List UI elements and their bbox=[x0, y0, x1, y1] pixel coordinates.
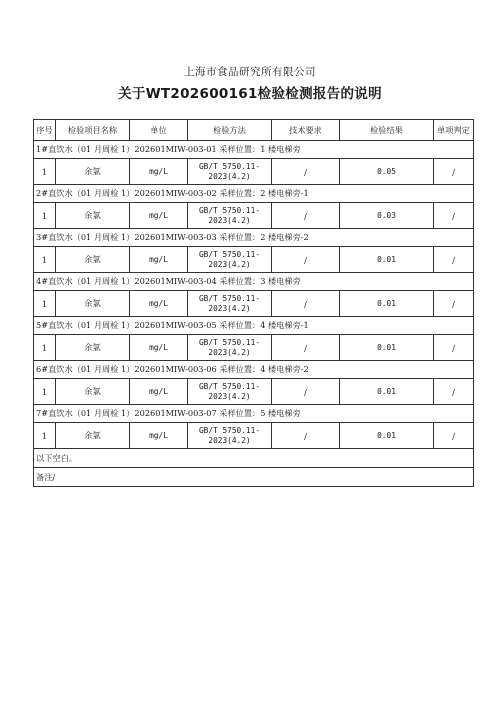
cell-result: 0.01 bbox=[340, 379, 434, 405]
cell-unit: mg/L bbox=[130, 423, 188, 449]
method-line-1: GB/T 5750.11- bbox=[198, 425, 261, 435]
method-line-1: GB/T 5750.11- bbox=[198, 161, 261, 171]
sample-group-title: 5#直饮水（01 月周检 1）202601MIW-003-05 采样位置：4 楼电梯旁-1 bbox=[34, 317, 474, 335]
sample-group-row bbox=[34, 141, 474, 159]
cell-result: 0.01 bbox=[340, 335, 434, 361]
table-row bbox=[34, 379, 474, 405]
cell-requirement: / bbox=[272, 159, 340, 185]
cell-unit: mg/L bbox=[130, 335, 188, 361]
cell-judgement: / bbox=[434, 379, 474, 405]
cell-requirement: / bbox=[272, 247, 340, 273]
sample-group-row bbox=[34, 273, 474, 291]
sample-group-title: 3#直饮水（01 月周检 1）202601MIW-003-03 采样位置：2 楼电梯旁-2 bbox=[34, 229, 474, 247]
cell-item: 余氯 bbox=[56, 379, 130, 405]
cell-method bbox=[188, 335, 272, 361]
method-line-2: 2023(4.2) bbox=[208, 259, 251, 269]
cell-requirement: / bbox=[272, 379, 340, 405]
method-line-2: 2023(4.2) bbox=[208, 303, 251, 313]
sample-group-title: 4#直饮水（01 月周检 1）202601MIW-003-04 采样位置：3 楼电梯旁 bbox=[34, 273, 474, 291]
sample-group-row bbox=[34, 361, 474, 379]
method-line-1: GB/T 5750.11- bbox=[198, 293, 261, 303]
cell-method bbox=[188, 291, 272, 317]
blank-note: 以下空白。 bbox=[34, 449, 474, 468]
header-unit: 单位 bbox=[130, 120, 188, 141]
cell-judgement: / bbox=[434, 335, 474, 361]
header-seq: 序号 bbox=[34, 120, 56, 141]
method-line-1: GB/T 5750.11- bbox=[198, 337, 261, 347]
table-row bbox=[34, 247, 474, 273]
cell-requirement: / bbox=[272, 291, 340, 317]
remarks-row bbox=[34, 468, 474, 487]
remarks-cell bbox=[34, 468, 474, 487]
cell-judgement: / bbox=[434, 203, 474, 229]
header-item: 检验项目名称 bbox=[56, 120, 130, 141]
method-line-2: 2023(4.2) bbox=[208, 391, 251, 401]
remarks-label: 备注 bbox=[36, 471, 53, 482]
organization-name: 上海市食品研究所有限公司 bbox=[184, 66, 316, 78]
cell-item: 余氯 bbox=[56, 247, 130, 273]
sample-group-title: 6#直饮水（01 月周检 1）202601MIW-003-06 采样位置：4 楼电梯旁-2 bbox=[34, 361, 474, 379]
cell-item: 余氯 bbox=[56, 423, 130, 449]
method-line-2: 2023(4.2) bbox=[208, 435, 251, 445]
cell-method bbox=[188, 247, 272, 273]
table-row bbox=[34, 159, 474, 185]
cell-item: 余氯 bbox=[56, 291, 130, 317]
header-method: 检验方法 bbox=[188, 120, 272, 141]
table-row bbox=[34, 335, 474, 361]
cell-result: 0.01 bbox=[340, 247, 434, 273]
blank-note-row bbox=[34, 449, 474, 468]
cell-method bbox=[188, 159, 272, 185]
sample-group-row bbox=[34, 317, 474, 335]
sample-group-title: 2#直饮水（01 月周检 1）202601MIW-003-02 采样位置：2 楼电梯旁-1 bbox=[34, 185, 474, 203]
method-line-1: GB/T 5750.11- bbox=[198, 205, 261, 215]
cell-method bbox=[188, 423, 272, 449]
cell-unit: mg/L bbox=[130, 203, 188, 229]
sample-group-row bbox=[34, 229, 474, 247]
cell-item: 余氯 bbox=[56, 159, 130, 185]
cell-seq: 1 bbox=[34, 423, 56, 449]
method-line-2: 2023(4.2) bbox=[208, 171, 251, 181]
cell-seq: 1 bbox=[34, 247, 56, 273]
cell-seq: 1 bbox=[34, 379, 56, 405]
method-line-1: GB/T 5750.11- bbox=[198, 381, 261, 391]
cell-requirement: / bbox=[272, 423, 340, 449]
cell-seq: 1 bbox=[34, 159, 56, 185]
cell-unit: mg/L bbox=[130, 247, 188, 273]
table-row bbox=[34, 291, 474, 317]
table-row bbox=[34, 203, 474, 229]
cell-requirement: / bbox=[272, 335, 340, 361]
header-requirement: 技术要求 bbox=[272, 120, 340, 141]
method-line-2: 2023(4.2) bbox=[208, 347, 251, 357]
cell-seq: 1 bbox=[34, 335, 56, 361]
header-result: 检验结果 bbox=[340, 120, 434, 141]
cell-unit: mg/L bbox=[130, 291, 188, 317]
cell-result: 0.01 bbox=[340, 423, 434, 449]
sample-group-title: 1#直饮水（01 月周检 1）202601MIW-003-01 采样位置：1 楼电梯旁 bbox=[34, 141, 474, 159]
cell-judgement: / bbox=[434, 159, 474, 185]
cell-unit: mg/L bbox=[130, 379, 188, 405]
cell-result: 0.03 bbox=[340, 203, 434, 229]
sample-group-row bbox=[34, 185, 474, 203]
cell-seq: 1 bbox=[34, 291, 56, 317]
method-line-2: 2023(4.2) bbox=[208, 215, 251, 225]
cell-requirement: / bbox=[272, 203, 340, 229]
cell-method bbox=[188, 203, 272, 229]
header-judgement: 单项判定 bbox=[434, 120, 474, 141]
table-row bbox=[34, 423, 474, 449]
cell-result: 0.05 bbox=[340, 159, 434, 185]
cell-judgement: / bbox=[434, 247, 474, 273]
cell-seq: 1 bbox=[34, 203, 56, 229]
sample-group-title: 7#直饮水（01 月周检 1）202601MIW-003-07 采样位置：5 楼电梯旁 bbox=[34, 405, 474, 423]
report-title: 关于WT202600161检验检测报告的说明 bbox=[118, 86, 382, 102]
cell-unit: mg/L bbox=[130, 159, 188, 185]
sample-group-row bbox=[34, 405, 474, 423]
remarks-value: / bbox=[52, 471, 56, 482]
cell-judgement: / bbox=[434, 291, 474, 317]
cell-item: 余氯 bbox=[56, 335, 130, 361]
method-line-1: GB/T 5750.11- bbox=[198, 249, 261, 259]
cell-judgement: / bbox=[434, 423, 474, 449]
cell-result: 0.01 bbox=[340, 291, 434, 317]
table-header-row bbox=[34, 120, 474, 141]
cell-method bbox=[188, 379, 272, 405]
cell-item: 余氯 bbox=[56, 203, 130, 229]
results-table bbox=[33, 119, 474, 487]
